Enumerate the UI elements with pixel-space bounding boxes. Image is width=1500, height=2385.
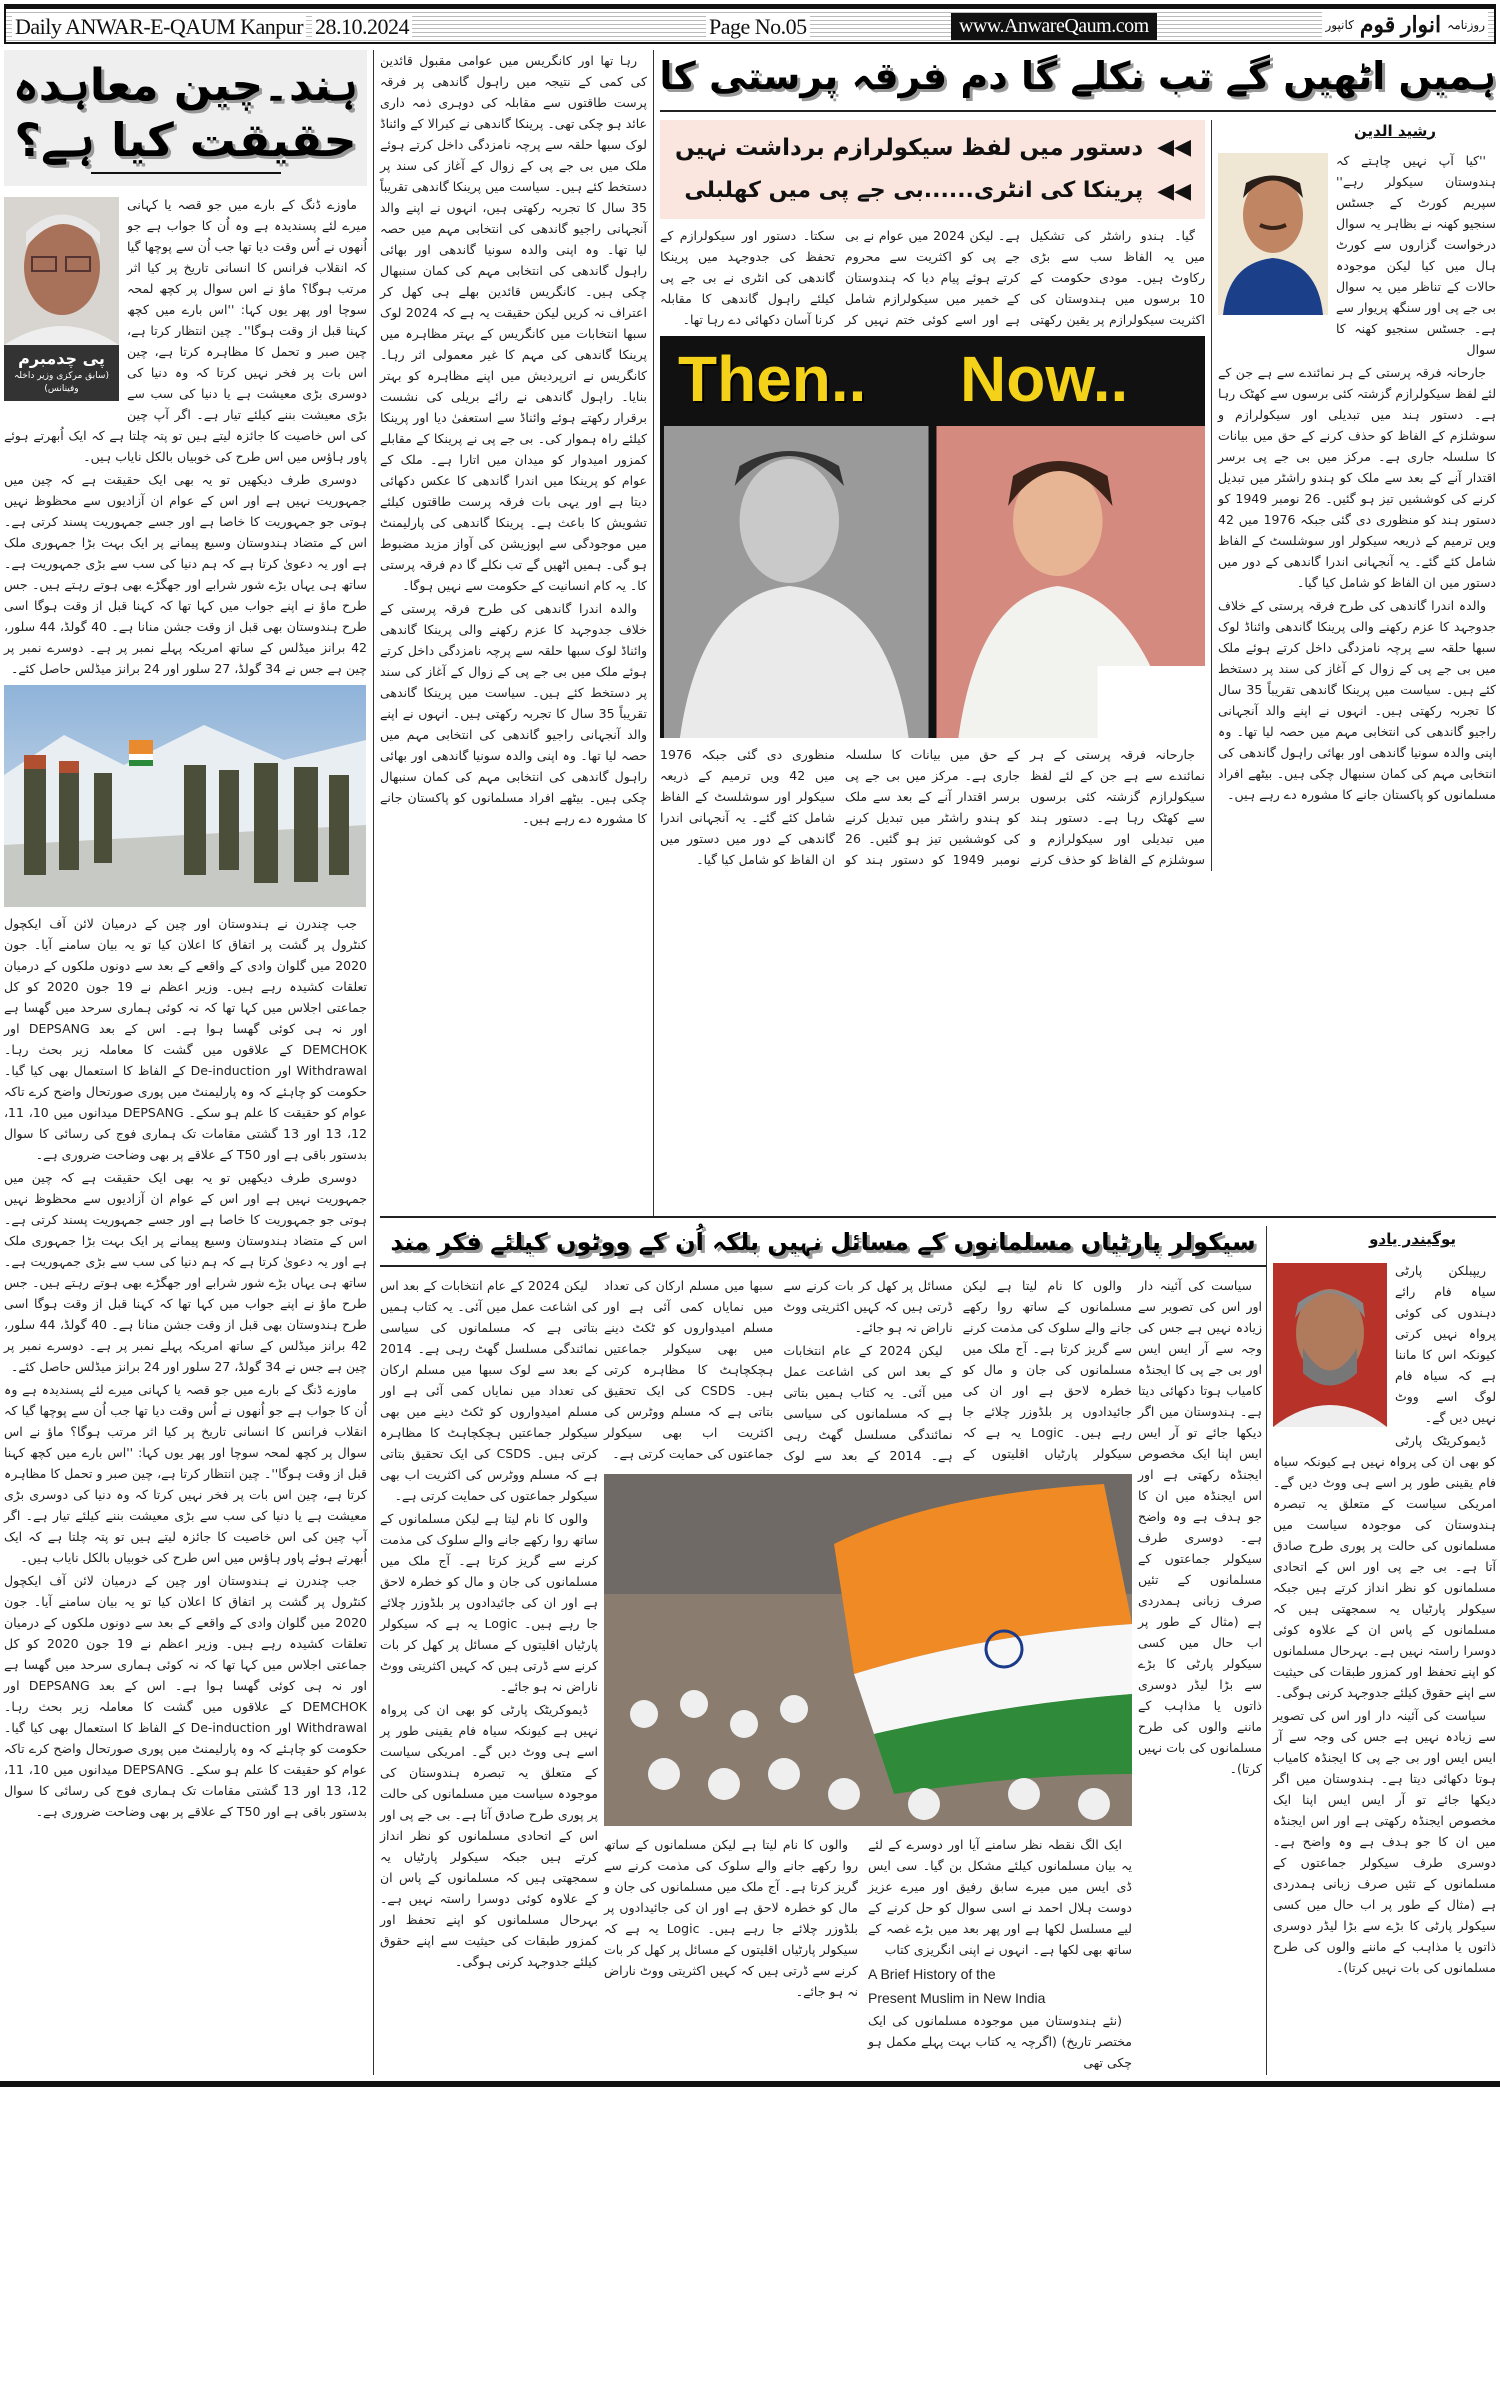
bottom-column-6	[380, 1275, 598, 2075]
page-number: Page No.05	[706, 14, 810, 40]
book-title-line2: Present Muslim in New India	[868, 1989, 1046, 2006]
main-article-intro: ''کیا آپ نہیں چاہتے کہ ہندوستان سیکولر رہے'' سپریم کورٹ کے جسٹس سنجیو کھنہ نے بظاہر یہ سوال درخواست گزاروں سے کورٹ ہال میں کیا لیکن موجودہ حالات کے تناظر میں یہ سوال بی جے پی اور سنگھ پریوار سے ہے۔ جسٹس سنجیو کھنہ کا سوال	[1336, 152, 1496, 357]
page-bottom-border	[0, 2081, 1500, 2087]
paragraph: والوں کا نام لیتا ہے لیکن مسلمانوں کے ساتھ روا رکھے جانے والے سلوک کی مذمت کرنے سے گریز کرتا ہے۔ آج ملک میں مسلمانوں کی جان و مال کو خطرہ لاحق ہے اور ان کی جائیدادوں پر بلڈوزر چلائے جا رہے ہیں۔ Logic یہ ہے کہ سیکولر پارٹیاں اقلیتوں کے مسائل پر کھل کر بات کرنے سے ڈرتی ہیں کہ کہیں اکثریتی ووٹ ناراض نہ ہو جائے۔	[380, 1510, 598, 1694]
paragraph: رہا تھا اور کانگریس میں عوامی مقبول قائدین کی کمی کے نتیجہ میں راہول گاندھی پر فرقہ پرست طاقتوں سے مقابلہ کی دوہری ذمہ داری عائد ہو چکی تھی۔ پرینکا گاندھی نے کیرالا کے وائناڈ لوک سبھا حلقہ سے پرچہ نامزدگی داخل کرتے ہوئے ملک میں بی جے پی کے زوال کے آغاز کی سند پر دستخط کئے ہیں۔ سیاست میں پرینکا گاندھی تقریباً 35 سال کا تجربہ رکھتی ہیں، انہوں نے اپنے والد آنجہانی راجیو گاندھی کی انتخابی مہم میں حصہ لیا تھا۔ وہ اپنی والدہ سونیا گاندھی اور بھائی راہول گاندھی کی انتخابی مہم کی کمان سنبھال چکی ہیں۔ کانگریس قائدین بھلے ہی کھل کر اعتراف نہ کریں لیکن حقیقت یہ ہے کہ 2024 لوک سبھا انتخابات میں کانگریس کے بہتر مظاہرہ میں پرینکا گاندھی کی مہم کا غیر معمولی اثر رہا۔ کانگریس نے اترپردیش میں اپنے مظاہرہ کو بہتر بنایا۔ راہول گاندھی نے رائے بریلی کی نشست برقرار رکھتے ہوئے وائناڈ سے استعفیٰ دیا اور پرینکا کیلئے راہ ہموار کی۔ بی جے پی نے پرینکا کے مقابلے کمزور امیدوار کو میدان میں اتارا ہے۔ ملک کے عوام کو پرینکا میں اندرا گاندھی کا عکس دکھائی دیتا ہے اور یہی بات فرقہ پرست طاقتوں کیلئے تشویش کا باعث ہے۔ پرینکا گاندھی کی پارلیمنٹ میں موجودگی سے اپوزیشن کی آواز مزید مضبوط ہو گی۔ ہمیں اٹھیں گے تب نکلے گا دم فرقہ پرستی کا۔ یہ کام انسانیت کے حکومت سے نہیں ہوگا۔	[380, 53, 647, 593]
section-rule	[380, 1216, 1496, 2075]
headline-underline	[91, 172, 281, 174]
bottom-column-1	[1273, 1260, 1496, 1978]
paragraph: ڈیموکریٹک پارٹی کو بھی ان کی پرواہ نہیں ہے کیونکہ سیاہ فام یقینی طور پر اسے ہی ووٹ دیں گے۔ امریکی سیاست کے متعلق یہ تبصرہ ہندوستان کی موجودہ سیاست میں مسلمانوں کی حالت پر پوری طرح صادق آتا ہے۔ بی جے پی اور اس کے اتحادی مسلمانوں کو نظر انداز کرتے ہیں جبکہ سیکولر پارٹیاں یہ سمجھتی ہیں کہ مسلمانوں کے پاس ان کے علاوہ کوئی دوسرا راستہ نہیں ہے۔ بہرحال مسلمانوں کو اپنے تحفظ اور کمزور طبقات کی حیثیت سے اپنے حقوق کیلئے جدوجہد کرنی ہوگی۔	[380, 1701, 598, 1969]
bottom-article-intro: ریپبلکن پارٹی سیاہ فام رائے دہندوں کی کوئی پرواہ نہیں کرتی کیونکہ اس کا ماننا ہے کہ سیاہ فام لوگ اسے ووٹ نہیں دیں گے۔	[1395, 1263, 1496, 1425]
left-headline-box	[4, 50, 367, 186]
double-arrow-icon: ◀◀	[1157, 135, 1191, 161]
paragraph: جارحانہ فرقہ پرستی کے ہر نمائندے سے ہے جن کے لئے لفظ سیکولرازم گزشتہ کئی برسوں سے کھٹک رہا ہے۔ دستور ہند میں تبدیلی اور سیکولرازم و سوشلزم کے الفاظ کو حذف کرنے کے حق میں بیانات کا سلسلہ جاری ہے۔ مرکز میں بی جے پی برسر اقتدار آنے کے بعد سے ملک کو ہندو راشٹر میں تبدیل کرنے کی کوششیں تیز ہو گئیں۔ 26 نومبر 1949 کو دستور ہند کو منظوری دی گئی جبکہ 1976 میں 42 ویں ترمیم کے ذریعہ سیکولر اور سوشلسٹ کے الفاظ شامل کئے گئے۔ یہ آنجہانی اندرا گاندھی کے دور میں دستور میں ان الفاظ کو شامل کیا گیا۔	[1218, 364, 1496, 590]
left-headline-line1: ہند۔چین معاہدہ	[12, 60, 359, 111]
then-now-photo	[660, 336, 1205, 738]
paragraph: جب چندرن نے ہندوستان اور چین کے درمیان لائن آف ایکچول کنٹرول پر گشت پر اتفاق کا اعلان کیا تو یہ بیان سامنے آیا۔ جون 2020 میں گلوان وادی کے واقعے کے بعد سے دونوں ملکوں کے درمیان تعلقات کشیدہ رہے ہیں۔ وزیر اعظم نے 19 جون 2020 کو کل جماعتی اجلاس میں کہا تھا کہ نہ کوئی ہماری سرحد میں گھسا ہے اور نہ ہی کوئی گھسا ہوا ہے۔ اس کے بعد DEPSANG اور DEMCHOK کے علاقوں میں گشت کا معاملہ زیر بحث رہا۔ Withdrawal اور De-induction کے الفاظ کا استعمال بھی کیا گیا۔ حکومت کو چاہئے کہ وہ پارلیمنٹ میں پوری صورتحال واضح کرے تاکہ عوام کو حقیقت کا علم ہو سکے۔ DEPSANG میدانوں میں 10، 11، 12، 13 اور 13 گشتی مقامات تک ہماری فوج کی رسائی کا سوال بدستور باقی ہے اور T50 کے علاقے پر بھی وضاحت ضروری ہے۔	[4, 915, 368, 1162]
paragraph: سیاست کی آئینہ دار اور اس کی تصویر سے زیادہ نہیں ہے جس کی وجہ سے آر ایس ایس اور بی جے پی کا ایجنڈہ کامیاب ہوتا دکھائی دیتا ہے۔ ہندوستان میں اگر دیکھا جائے تو آر ایس ایس اپنا ایک مخصوص ایجنڈہ رکھتی ہے اور اس ایجنڈہ میں ان کا جو ہدف ہے وہ واضح ہے۔ دوسری طرف سیکولر جماعتوں کے مسلمانوں کے تئیں صرف زبانی ہمدردی ہے (مثال کے طور پر اب حال میں کسی سیکولر پارٹی کا بڑے سے بڑا لیڈر دوسری ذاتوں یا مذاہب کے ماننے والوں کی طرح مسلمانوں کی بات نہیں کرتا)۔	[1273, 1708, 1496, 1975]
paragraph: والدہ اندرا گاندھی کی طرح فرقہ پرستی کے خلاف جدوجہد کا عزم رکھنے والی پرینکا گاندھی وائناڈ لوک سبھا حلقہ سے پرچہ نامزدگی داخل کرتے ہوئے ملک میں بی جے پی کے زوال کے آغاز کی سند پر دستخط کئے ہیں۔ سیاست میں پرینکا گاندھی تقریباً 35 سال کا تجربہ رکھتی ہیں۔ انہوں نے اپنے والد آنجہانی راجیو گاندھی کی انتخابی مہم میں حصہ لیا تھا۔ وہ اپنی والدہ سونیا گاندھی اور بھائی راہول گاندھی کی انتخابی مہم کی کمان سنبھال چکی ہیں۔ بیٹھے افراد مسلمانوں کو پاکستان جانے کا مشورہ دے رہے ہیں۔	[380, 601, 647, 826]
paragraph: ڈیموکریٹک پارٹی کو بھی ان کی پرواہ نہیں ہے کیونکہ سیاہ فام یقینی طور پر اسے ہی ووٹ دیں گے۔ امریکی سیاست کے متعلق یہ تبصرہ ہندوستان کی موجودہ سیاست میں مسلمانوں کی حالت پر پوری طرح صادق آتا ہے۔ بی جے پی اور اس کے اتحادی مسلمانوں کو نظر انداز کرتے ہیں جبکہ سیکولر پارٹیاں یہ سمجھتی ہیں کہ مسلمانوں کے پاس ان کے علاوہ کوئی دوسرا راستہ نہیں ہے۔ بہرحال مسلمانوں کو اپنے تحفظ اور کمزور طبقات کی حیثیت سے اپنے حقوق کیلئے جدوجہد کرنی ہوگی۔	[1273, 1433, 1496, 1700]
author-photo-chidambaram	[4, 197, 119, 401]
issue-date: 28.10.2024	[312, 14, 412, 40]
now-label: Now..	[960, 343, 1129, 416]
left-article-body	[4, 194, 367, 1822]
paragraph: والوں کا نام لیتا ہے لیکن مسلمانوں کے ساتھ روا رکھے جانے والے سلوک کی مذمت کرنے سے گریز کرتا ہے۔ آج ملک میں مسلمانوں کی جان و مال کو خطرہ لاحق ہے اور ان کی جائیدادوں پر بلڈوزر چلائے جا رہے ہیں۔ Logic یہ ہے کہ سیکولر پارٹیاں اقلیتوں کے مسائل پر کھل کر بات کرنے سے ڈرتی ہیں کہ کہیں اکثریتی ووٹ ناراض نہ ہو جائے۔	[783, 1277, 1132, 1461]
masthead-logo	[1322, 12, 1488, 38]
army-parade-photo	[4, 685, 367, 907]
website-link[interactable]: www.AnwareQaum.com	[951, 13, 1157, 40]
book-note: (نئے ہندوستان میں موجودہ مسلمانوں کی ایک مختصر تاریخ) (اگرچہ یہ کتاب بہت پہلے مکمل ہو چکی تھی	[868, 2012, 1132, 2070]
logo-name: انوار قوم	[1359, 12, 1442, 37]
paragraph: جارحانہ فرقہ پرستی کے ہر نمائندے سے ہے جن کے لئے لفظ سیکولرازم گزشتہ کئی برسوں سے کھٹک رہا ہے۔ دستور ہند میں تبدیلی اور سیکولرازم و سوشلزم کے الفاظ کو حذف کرنے کے حق میں بیانات کا سلسلہ جاری ہے۔ مرکز میں بی جے پی برسر اقتدار آنے کے بعد سے ملک کو ہندو راشٹر میں تبدیل کرنے کی کوششیں تیز ہو گئیں۔ 26 نومبر 1949 کو دستور ہند کو منظوری دی گئی جبکہ 1976 میں 42 ویں ترمیم کے ذریعہ سیکولر اور سوشلسٹ کے الفاظ شامل کئے گئے۔ یہ آنجہانی اندرا گاندھی کے دور میں دستور میں ان الفاظ کو شامل کیا گیا۔	[660, 747, 1205, 868]
bottom-headline: سیکولر پارٹیاں مسلمانوں کے مسائل نہیں بلکہ اُن کے ووٹوں کیلئے فکر مند	[390, 1228, 1256, 1256]
author-name: پی چدمبرم	[18, 348, 105, 368]
bottom-columns-upper	[604, 1275, 1132, 1466]
author-photo-yogendra-yadav	[1273, 1263, 1387, 1427]
author-title: (سابق مرکزی وزیر داخلہ وفینانس)	[14, 371, 109, 394]
bottom-column-5-lower	[604, 1834, 858, 2075]
paragraph: ماوزے ڈنگ کے بارے میں جو قصہ یا کہانی میرے لئے پسندیدہ ہے وہ اُن کا جواب ہے جو اُنھوں نے اُس وقت دیا تھا جب اُن سے پوچھا گیا کہ انقلاب فرانس کا انسانی تاریخ پر کیا اثر مرتب ہوگا؟ ماؤ نے اس سوال پر کچھ لمحہ سوچا اور پھر یوں کہا: ''اس بارے میں کچھ کہنا قبل از وقت ہوگا''۔ چین انتظار کرتا ہے، چین صبر و تحمل کا مظاہرہ کرتا ہے، چین اس بات پر فخر نہیں کرتا کہ وہ دنیا کی دوسری بڑی معیشت ہے یا دنیا کی سب سے بڑی معیشت بننے کیلئے تیار ہے۔ اگر آپ چین کی اس خاصیت کا جائزہ لیتے ہیں تو پتہ چلتا ہے کہ ایک اُبھرتے ہوئے پاور ہاؤس میں اس طرح کی خوبیاں بالکل نایاب ہیں۔	[4, 196, 367, 464]
subhead: پرینکا کی انٹری......بی جے پی میں کھلبلی	[684, 177, 1144, 203]
bottom-column-2	[1138, 1275, 1262, 2075]
paragraph: والدہ اندرا گاندھی کی طرح فرقہ پرستی کے خلاف جدوجہد کا عزم رکھنے والی پرینکا گاندھی وائناڈ لوک سبھا حلقہ سے پرچہ نامزدگی داخل کرتے ہوئے ملک میں بی جے پی کے زوال کے آغاز کی سند پر دستخط کئے ہیں۔ سیاست میں پرینکا گاندھی تقریباً 35 سال کا تجربہ رکھتی ہیں۔ انہوں نے اپنے والد آنجہانی راجیو گاندھی کی انتخابی مہم میں حصہ لیا تھا۔ وہ اپنی والدہ سونیا گاندھی اور بھائی راہول گاندھی کی انتخابی مہم کی کمان سنبھال چکی ہیں۔ بیٹھے افراد مسلمانوں کو پاکستان جانے کا مشورہ دے رہے ہیں۔	[1218, 597, 1496, 802]
paragraph: لیکن 2024 کے عام انتخابات کے بعد اس کی اشاعت عمل میں آئی۔ یہ کتاب ہمیں بتاتی ہے کہ مسلمانوں کی سیاسی نمائندگی مسلسل گھٹ رہی ہے۔ 2014 کے بعد سے لوک سبھا میں مسلم ارکان کی تعداد میں نمایاں کمی آئی ہے اور مسلم امیدواروں کو ٹکٹ دینے میں بھی سیکولر جماعتیں ہچکچاہٹ کا مظاہرہ کرتی ہیں۔ CSDS کی ایک تحقیق بتاتی ہے کہ مسلم ووٹرس کی اکثریت اب بھی سیکولر جماعتوں کی حمایت کرتی ہے۔	[380, 1277, 598, 1503]
rally-photo	[604, 1474, 1132, 1826]
subheads-box	[660, 120, 1205, 219]
bottom-author-byline: یوگیندر یادو	[1369, 1230, 1456, 1248]
left-article	[4, 50, 374, 2075]
main-article-top-columns	[660, 225, 1205, 331]
left-headline-line2: حقیقت کیا ہے؟	[14, 112, 357, 167]
bottom-column-4-lower	[868, 1834, 1132, 2075]
main-headline: ہمیں اٹھیں گے تب نکلے گا دم فرقہ پرستی کا	[659, 54, 1496, 98]
paragraph: لیکن 2024 کے عام انتخابات کے بعد اس کی اشاعت عمل میں آئی۔ یہ کتاب ہمیں بتاتی ہے کہ مسلمانوں کی سیاسی نمائندگی مسلسل گھٹ رہی ہے۔ 2014 کے بعد سے لوک سبھا میں مسلم ارکان کی تعداد میں نمایاں کمی آئی ہے اور مسلم امیدواروں کو ٹکٹ دینے میں بھی سیکولر جماعتیں ہچکچاہٹ کا مظاہرہ کرتی ہیں۔ CSDS کی ایک تحقیق بتاتی ہے کہ مسلم ووٹرس کی اکثریت اب بھی سیکولر جماعتوں کی حمایت کرتی ہے۔	[604, 1277, 953, 1463]
logo-prefix: روزنامہ	[1447, 17, 1485, 32]
paragraph: ایک الگ نقطہ نظر سامنے آیا اور دوسرے کے لئے یہ بیان مسلمانوں کیلئے مشکل بن گیا۔ سی ایس ڈی ایس میں میرے سابق رفیق اور میرے عزیز دوست ہلال احمد نے اسی سوال کو حل کرنے کے لیے مسلسل لکھا ہے اور پھر بعد میں بڑے غصہ کے ساتھ بھی لکھا ہے۔ انہوں نے اپنی انگریزی کتاب	[868, 1836, 1132, 1957]
author-photo-rasheeduddin	[1218, 153, 1328, 315]
paragraph: دوسری طرف دیکھیں تو یہ بھی ایک حقیقت ہے کہ چین میں جمہوریت نہیں ہے اور اس کے عوام ان آزادیوں سے محظوظ نہیں ہوتی جو جمہوریت کا خاصا ہے اور جسے جمہوریت پسند کرتی ہے۔ اس کے متضاد ہندوستان وسیع پیمانے پر ایک بہت بڑا جمہوری ملک ہے اور یہ دعویٰ کرتا ہے کہ ہم دنیا کی سب سے بڑی جمہوریت ہے۔ ساتھ ہی یہاں بڑے شور شرابے اور جھگڑے بھی ہوتے رہتے ہیں۔ جس طرح ماؤ نے اپنے جواب میں کہا تھا کہ کہنا قبل از وقت ہوگا اسی طرح ہندوستان بھی قبل از وقت جشن منانا ہے۔ 40 گولڈ، 44 سلور، 42 برانز میڈلس کے ساتھ امریکہ پہلے نمبر پر ہے۔ دوسرے نمبر پر چین ہے جس نے 34 گولڈ، 27 سلور اور 24 برانز میڈلس حاصل کئے۔	[4, 471, 367, 676]
logo-city: کانپور	[1325, 17, 1354, 32]
paragraph: دوسری طرف دیکھیں تو یہ بھی ایک حقیقت ہے کہ چین میں جمہوریت نہیں ہے اور اس کے عوام ان آزادیوں سے محظوظ نہیں ہوتی جو جمہوریت کا خاصا ہے اور جسے جمہوریت پسند کرتی ہے۔ اس کے متضاد ہندوستان وسیع پیمانے پر ایک بہت بڑا جمہوری ملک ہے اور یہ دعویٰ کرتا ہے کہ ہم دنیا کی سب سے بڑی جمہوریت ہے۔ ساتھ ہی یہاں بڑے شور شرابے اور جھگڑے بھی ہوتے رہتے ہیں۔ جس طرح ماؤ نے اپنے جواب میں کہا تھا کہ کہنا قبل از وقت ہوگا اسی طرح ہندوستان بھی قبل از وقت جشن منانا ہے۔ 40 گولڈ، 44 سلور، 42 برانز میڈلس کے ساتھ امریکہ پہلے نمبر پر ہے۔ دوسرے نمبر پر چین ہے جس نے 34 گولڈ، 27 سلور اور 24 برانز میڈلس حاصل کئے۔	[4, 1169, 367, 1374]
paragraph: والوں کا نام لیتا ہے لیکن مسلمانوں کے ساتھ روا رکھے جانے والے سلوک کی مذمت کرنے سے گریز کرتا ہے۔ آج ملک میں مسلمانوں کی جان و مال کو خطرہ لاحق ہے اور ان کی جائیدادوں پر بلڈوزر چلائے جا رہے ہیں۔ Logic یہ ہے کہ سیکولر پارٹیاں اقلیتوں کے مسائل پر کھل کر بات کرنے سے ڈرتی ہیں کہ کہیں اکثریتی ووٹ ناراض نہ ہو جائے۔	[604, 1836, 858, 1999]
book-title-line1: A Brief History of the	[868, 1965, 996, 1982]
paper-name: Daily ANWAR-E-QAUM Kanpur	[12, 14, 306, 40]
main-author-byline: رشید الدین	[1354, 121, 1436, 140]
main-article-column-two	[380, 50, 654, 1216]
masthead-bar	[4, 4, 1496, 44]
paragraph: جب چندرن نے ہندوستان اور چین کے درمیان لائن آف ایکچول کنٹرول پر گشت پر اتفاق کا اعلان کیا تو یہ بیان سامنے آیا۔ جون 2020 میں گلوان وادی کے واقعے کے بعد سے دونوں ملکوں کے درمیان تعلقات کشیدہ رہے ہیں۔ وزیر اعظم نے 19 جون 2020 کو کل جماعتی اجلاس میں کہا تھا کہ نہ کوئی ہماری سرحد میں گھسا ہے اور نہ ہی کوئی گھسا ہوا ہے۔ اس کے بعد DEPSANG اور DEMCHOK کے علاقوں میں گشت کا معاملہ زیر بحث رہا۔ Withdrawal اور De-induction کے الفاظ کا استعمال بھی کیا گیا۔ حکومت کو چاہئے کہ وہ پارلیمنٹ میں پوری صورتحال واضح کرے تاکہ عوام کو حقیقت کا علم ہو سکے۔ DEPSANG میدانوں میں 10، 11، 12، 13 اور 13 گشتی مقامات تک ہماری فوج کی رسائی کا سوال بدستور باقی ہے اور T50 کے علاقے پر بھی وضاحت ضروری ہے۔	[4, 1572, 368, 1819]
main-article-lower-columns	[660, 744, 1205, 871]
paragraph: ماوزے ڈنگ کے بارے میں جو قصہ یا کہانی میرے لئے پسندیدہ ہے وہ اُن کا جواب ہے جو اُنھوں نے اُس وقت دیا تھا جب اُن سے پوچھا گیا کہ انقلاب فرانس کا انسانی تاریخ پر کیا اثر مرتب ہوگا؟ ماؤ نے اس سوال پر کچھ لمحہ سوچا اور پھر یوں کہا: ''اس بارے میں کچھ کہنا قبل از وقت ہوگا''۔ چین انتظار کرتا ہے، چین صبر و تحمل کا مظاہرہ کرتا ہے، چین اس بات پر فخر نہیں کرتا کہ وہ دنیا کی دوسری بڑی معیشت ہے یا دنیا کی سب سے بڑی معیشت بننے کیلئے تیار ہے۔ اگر آپ چین کی اس خاصیت کا جائزہ لیتے ہیں تو پتہ چلتا ہے کہ ایک اُبھرتے ہوئے پاور ہاؤس میں اس طرح کی خوبیاں بالکل نایاب ہیں۔	[4, 1381, 367, 1565]
paragraph: گیا۔ ہندو راشٹر کی تشکیل میں یہ الفاظ سب سے بڑی رکاوٹ ہیں۔ مودی حکومت کے 10 برسوں میں ہندوستان کی اکثریت سیکولرازم پر یقین رکھتی ہے۔ لیکن 2024 میں عوام نے بی جے پی کو اکثریت سے محروم کرتے ہوئے پیام دیا کہ ہندوستان کے خمیر میں سیکولرازم شامل ہے اور اسے کوئی ختم نہیں کر سکتا۔ دستور اور سیکولرازم کے تحفظ کی جدوجہد میں پرینکا گاندھی کی انٹری نے بی جے پی کیلئے راہول گاندھی کا مقابلہ کرنا آسان دکھائی دے رہا تھا۔	[660, 227, 1205, 327]
paragraph: سیاست کی آئینہ دار اور اس کی تصویر سے زیادہ نہیں ہے جس کی وجہ سے آر ایس ایس اور بی جے پی کا ایجنڈہ کامیاب ہوتا دکھائی دیتا ہے۔ ہندوستان میں اگر دیکھا جائے تو آر ایس ایس اپنا ایک مخصوص ایجنڈہ رکھتی ہے اور اس ایجنڈہ میں ان کا جو ہدف ہے وہ واضح ہے۔ دوسری طرف سیکولر جماعتوں کے مسلمانوں کے تئیں صرف زبانی ہمدردی ہے (مثال کے طور پر اب حال میں کسی سیکولر پارٹی کا بڑے سے بڑا لیڈر دوسری ذاتوں یا مذاہب کے ماننے والوں کی طرح مسلمانوں کی بات نہیں کرتا)۔	[1138, 1277, 1262, 1776]
double-arrow-icon: ◀◀	[1157, 178, 1191, 204]
then-label: Then..	[678, 343, 867, 416]
main-article-column-right	[1218, 150, 1496, 805]
subhead: دستور میں لفظ سیکولرازم برداشت نہیں	[674, 134, 1144, 161]
